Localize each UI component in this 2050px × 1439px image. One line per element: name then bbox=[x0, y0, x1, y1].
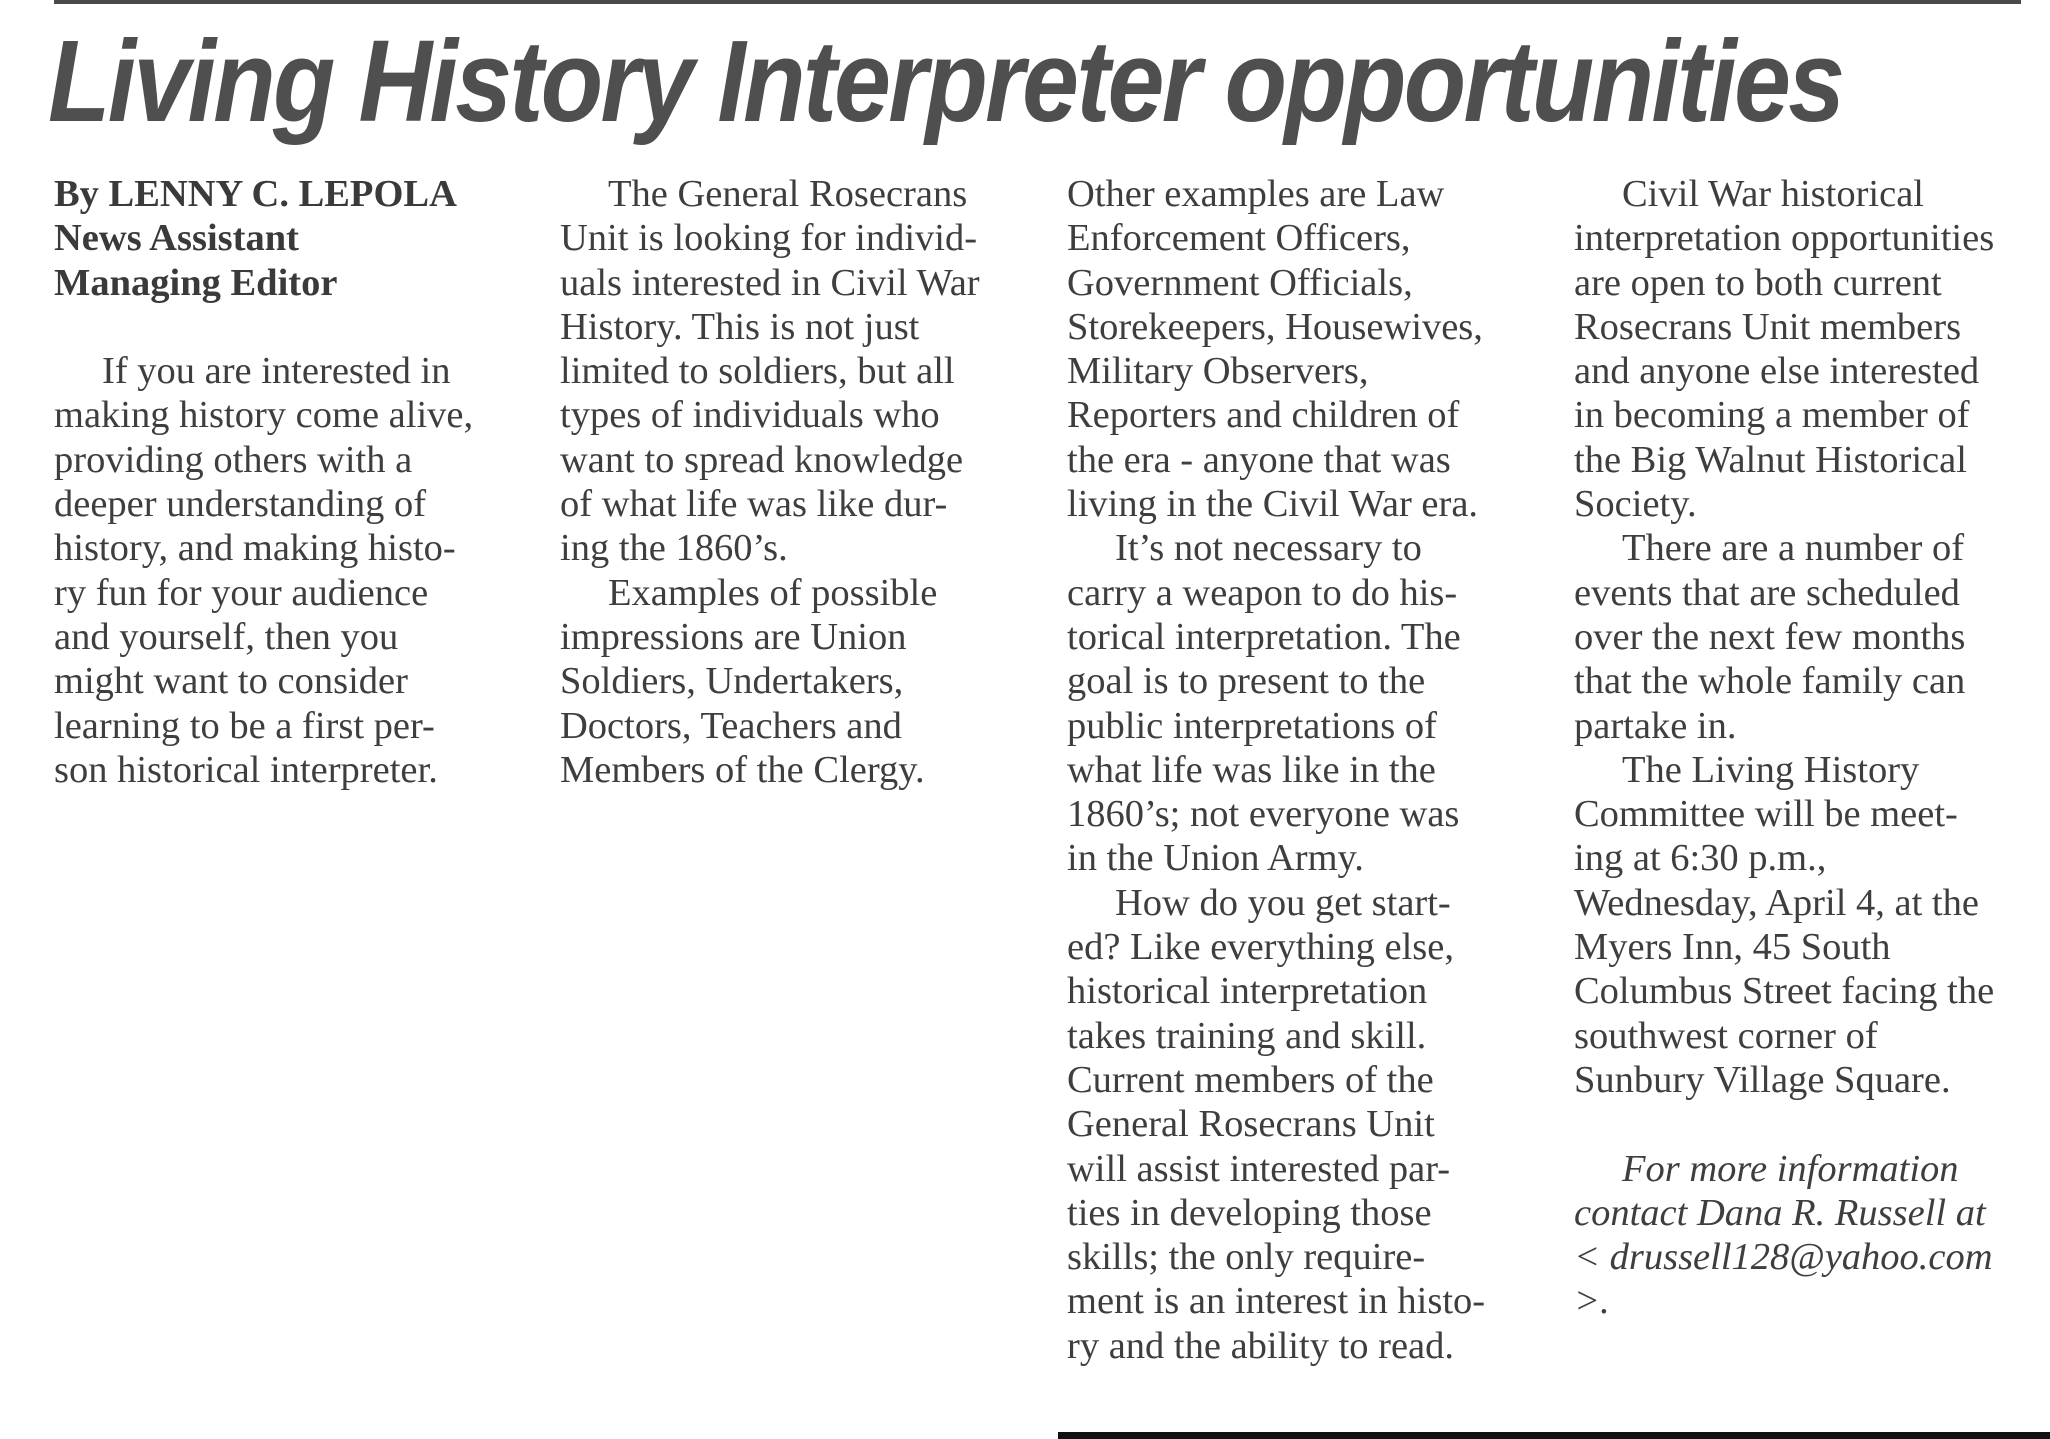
text-line: Society. bbox=[1574, 483, 1697, 526]
text-line: making history come alive, bbox=[54, 394, 474, 437]
text-line: learning to be a first per- bbox=[54, 704, 435, 747]
spacer bbox=[54, 305, 524, 349]
text-line: partake in. bbox=[1574, 704, 1737, 747]
text-line: impressions are Union bbox=[560, 615, 907, 658]
text-line: of what life was like dur- bbox=[560, 483, 948, 526]
contact-line: For more information bbox=[1622, 1147, 1959, 1190]
text-line: ment is an interest in histo- bbox=[1067, 1280, 1486, 1323]
text-line: Soldiers, Undertakers, bbox=[560, 660, 904, 703]
top-rule bbox=[54, 0, 2021, 4]
contact-line: contact Dana R. Russell at bbox=[1574, 1191, 1986, 1234]
article-column-2 bbox=[560, 172, 1030, 792]
text-line: If you are interested in bbox=[102, 350, 451, 393]
text-line: want to spread knowledge bbox=[560, 438, 964, 481]
text-line: limited to soldiers, but all bbox=[560, 350, 955, 393]
text-line: Civil War historical bbox=[1622, 173, 1925, 215]
text-line: The General Rosecrans bbox=[608, 173, 968, 215]
text-line: Columbus Street facing the bbox=[1574, 970, 1995, 1013]
text-line: Committee will be meet- bbox=[1574, 793, 1958, 836]
text-line: Reporters and children of bbox=[1067, 394, 1460, 437]
text-line: Military Observers, bbox=[1067, 350, 1369, 393]
bottom-rule bbox=[1058, 1432, 2050, 1439]
contact-line: >. bbox=[1574, 1280, 1610, 1323]
text-line: will assist interested par- bbox=[1067, 1147, 1451, 1190]
text-line: the era - anyone that was bbox=[1067, 438, 1451, 481]
text-line: ing the 1860’s. bbox=[560, 527, 788, 570]
text-line: There are a number of bbox=[1622, 527, 1965, 570]
text-line: carry a weapon to do his- bbox=[1067, 571, 1458, 614]
spacer bbox=[1574, 1102, 2044, 1146]
text-line: It’s not necessary to bbox=[1115, 527, 1422, 570]
text-line: Rosecrans Unit members bbox=[1574, 305, 1962, 348]
text-line: How do you get start- bbox=[1115, 881, 1451, 924]
text-line: Storekeepers, Housewives, bbox=[1067, 305, 1483, 348]
text-line: son historical interpreter. bbox=[54, 748, 438, 791]
text-line: History. This is not just bbox=[560, 305, 920, 348]
text-line: General Rosecrans Unit bbox=[1067, 1103, 1435, 1146]
text-line: Current members of the bbox=[1067, 1058, 1434, 1101]
byline-author: By LENNY C. LEPOLA bbox=[54, 173, 457, 215]
text-line: The Living History bbox=[1622, 748, 1920, 791]
text-line: living in the Civil War era. bbox=[1067, 483, 1479, 526]
text-line: are open to both current bbox=[1574, 261, 1942, 304]
text-line: what life was like in the bbox=[1067, 748, 1436, 791]
text-line: in the Union Army. bbox=[1067, 837, 1364, 880]
text-line: 1860’s; not everyone was bbox=[1067, 793, 1460, 836]
text-line: ry and the ability to read. bbox=[1067, 1324, 1455, 1367]
text-line: goal is to present to the bbox=[1067, 660, 1426, 703]
text-line: Government Officials, bbox=[1067, 261, 1413, 304]
text-line: uals interested in Civil War bbox=[560, 261, 980, 304]
text-line: Examples of possible bbox=[608, 571, 938, 614]
text-line: Myers Inn, 45 South bbox=[1574, 926, 1891, 969]
text-line: might want to consider bbox=[54, 660, 408, 703]
text-line: takes training and skill. bbox=[1067, 1014, 1427, 1057]
article-column-4 bbox=[1574, 172, 2044, 1324]
text-line: Sunbury Village Square. bbox=[1574, 1058, 1951, 1101]
text-line: Enforcement Officers, bbox=[1067, 217, 1411, 260]
text-line: public interpretations of bbox=[1067, 704, 1437, 747]
text-line: ing at 6:30 p.m., bbox=[1574, 837, 1827, 880]
text-line: interpretation opportunities bbox=[1574, 217, 1995, 260]
text-line: that the whole family can bbox=[1574, 660, 1966, 703]
text-line: Doctors, Teachers and bbox=[560, 704, 902, 747]
article-column-3 bbox=[1067, 172, 1537, 1368]
text-line: Wednesday, April 4, at the bbox=[1574, 881, 1979, 924]
text-line: and anyone else interested bbox=[1574, 350, 1980, 393]
text-line: ties in developing those bbox=[1067, 1191, 1432, 1234]
text-line: Members of the Clergy. bbox=[560, 748, 925, 791]
text-line: types of individuals who bbox=[560, 394, 940, 437]
text-line: the Big Walnut Historical bbox=[1574, 438, 1967, 481]
text-line: torical interpretation. The bbox=[1067, 615, 1461, 658]
text-line: over the next few months bbox=[1574, 615, 1966, 658]
text-line: Unit is looking for individ- bbox=[560, 217, 978, 260]
text-line: Other examples are Law bbox=[1067, 173, 1445, 215]
text-line: events that are scheduled bbox=[1574, 571, 1960, 614]
text-line: deeper understanding of bbox=[54, 483, 427, 526]
text-line: ry fun for your audience bbox=[54, 571, 429, 614]
text-line: skills; the only require- bbox=[1067, 1236, 1426, 1279]
contact-email[interactable]: < drussell128@yahoo.com bbox=[1574, 1236, 1993, 1279]
text-line: ed? Like everything else, bbox=[1067, 926, 1454, 969]
text-line: historical interpretation bbox=[1067, 970, 1428, 1013]
article-column-1 bbox=[54, 172, 524, 792]
byline-title: Managing Editor bbox=[54, 261, 338, 304]
headline: Living History Interpreter opportunities bbox=[48, 16, 1843, 146]
byline-title: News Assistant bbox=[54, 217, 299, 260]
text-line: providing others with a bbox=[54, 438, 413, 481]
text-line: and yourself, then you bbox=[54, 615, 399, 658]
text-line: in becoming a member of bbox=[1574, 394, 1970, 437]
text-line: southwest corner of bbox=[1574, 1014, 1878, 1057]
text-line: history, and making histo- bbox=[54, 527, 456, 570]
